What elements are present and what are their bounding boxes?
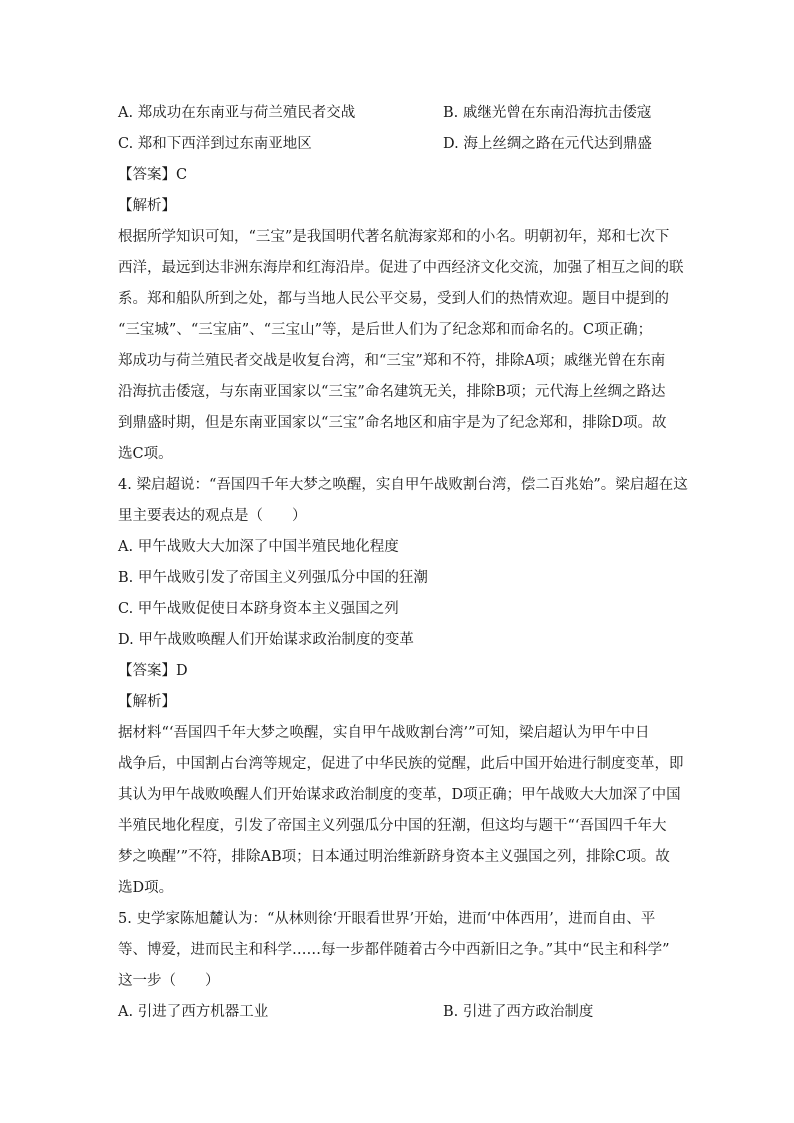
q3-answer: [118, 160, 678, 191]
q4-stem-line: 里主要表达的观点是（ ）: [118, 508, 307, 524]
q3-analysis-line: 郑成功与荷兰殖民者交战是收复台湾，和“三宝”郑和不符，排除A项；戚继光曾在东南: [118, 353, 666, 369]
q5-option-a: A. 引进了西方机器工业: [118, 1004, 269, 1020]
q3-analysis-line: 西洋，最远到达非洲东海岸和红海沿岸。促进了中西经济文化交流，加强了相互之间的联: [118, 260, 684, 276]
q3-answer-value: C: [176, 167, 188, 183]
q4-analysis-line: 选D项。: [118, 880, 174, 896]
q5-option-b: B. 引进了西方政治制度: [443, 1004, 594, 1020]
q3-analysis-label: 【解析】: [118, 198, 176, 214]
q4-analysis-line: 半殖民地化程度，引发了帝国主义列强瓜分中国的狂潮，但这均与题干“‘吾国四千年大: [118, 818, 667, 834]
q3-analysis-line: 选C项。: [118, 446, 173, 462]
q4-analysis-line: 其认为甲午战败唤醒人们开始谋求政治制度的变革，D项正确；甲午战败大大加深了中国: [118, 787, 681, 803]
q4-answer-value: D: [176, 663, 188, 679]
q5-options-row-1: [118, 997, 678, 1028]
q4-option-b: B. 甲午战败引发了帝国主义列强瓜分中国的狂潮: [118, 570, 428, 586]
q4-answer: [118, 656, 678, 687]
q3-analysis-line: 到鼎盛时期，但是东南亚国家以“三宝”命名地区和庙宇是为了纪念郑和，排除D项。故: [118, 415, 667, 431]
q3-options-row-1: [118, 98, 678, 129]
q3-option-b: B. 戚继光曾在东南沿海抗击倭寇: [443, 105, 652, 121]
q4-analysis-line: 梦之唤醒’”不符，排除AB项；日本通过明治维新跻身资本主义强国之列，排除C项。故: [118, 849, 670, 865]
q3-analysis-line: 根据所学知识可知，“三宝”是我国明代著名航海家郑和的小名。明朝初年，郑和七次下: [118, 229, 670, 245]
q3-analysis-line: 沿海抗击倭寇，与东南亚国家以“三宝”命名建筑无关，排除B项；元代海上丝绸之路达: [118, 384, 666, 400]
q4-option-c: C. 甲午战败促使日本跻身资本主义强国之列: [118, 601, 399, 617]
q5-stem-line: 这一步（ ）: [118, 973, 220, 989]
q4-option-a: A. 甲午战败大大加深了中国半殖民地化程度: [118, 539, 399, 555]
q3-option-d: D. 海上丝绸之路在元代达到鼎盛: [443, 136, 652, 152]
q4-stem-line: 4. 梁启超说：“吾国四千年大梦之唤醒，实自甲午战败割台湾，偿二百兆始”。梁启超在这: [118, 477, 688, 493]
page-content: [118, 98, 688, 1028]
q5-stem-line: 等、博爱，进而民主和科学……每一步都伴随着古今中西新旧之争。”其中“民主和科学”: [118, 942, 670, 958]
q4-analysis-line: 据材料“‘吾国四千年大梦之唤醒，实自甲午战败割台湾’”可知，梁启超认为甲午中日: [118, 725, 650, 741]
q3-analysis-line: “三宝城”、“三宝庙”、“三宝山”等，是后世人们为了纪念郑和而命名的。C项正确；: [118, 322, 653, 338]
q4-analysis-line: 战争后，中国割占台湾等规定，促进了中华民族的觉醒，此后中国开始进行制度变革，即: [118, 756, 684, 772]
q4-answer-label: 【答案】: [118, 663, 176, 679]
q3-answer-label: 【答案】: [118, 167, 176, 183]
q3-options-row-2: [118, 129, 678, 160]
q3-option-c: C. 郑和下西洋到过东南亚地区: [118, 136, 312, 152]
q3-analysis-line: 系。郑和船队所到之处，都与当地人民公平交易，受到人们的热情欢迎。题目中提到的: [118, 291, 669, 307]
q3-option-a: A. 郑成功在东南亚与荷兰殖民者交战: [118, 105, 356, 121]
q5-stem-line: 5. 史学家陈旭麓认为：“从林则徐‘开眼看世界’开始，进而‘中体西用’，进而自由、平: [118, 911, 656, 927]
q4-option-d: D. 甲午战败唤醒人们开始谋求政治制度的变革: [118, 632, 414, 648]
q4-analysis-label: 【解析】: [118, 694, 176, 710]
